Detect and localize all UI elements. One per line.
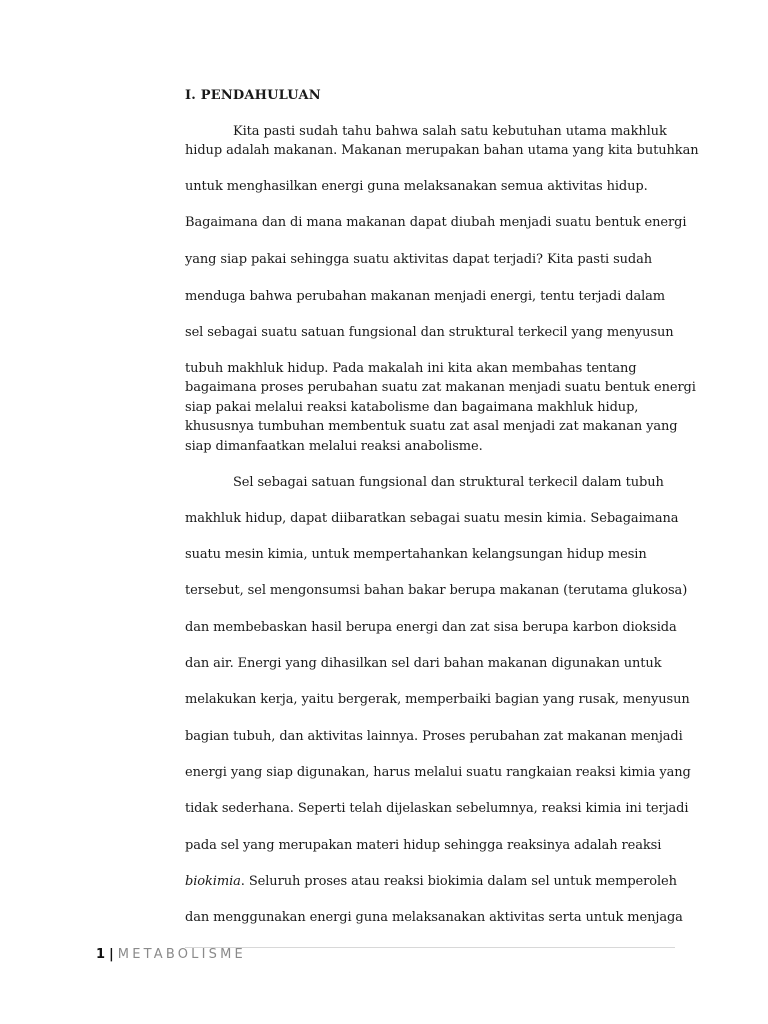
paragraph-line: yang siap pakai sehingga suatu aktivitas dapat terjadi? Kita pasti sudah	[185, 252, 653, 267]
paragraph-line: khususnya tumbuhan membentuk suatu zat asal menjadi zat makanan yang	[185, 419, 678, 434]
paragraph-line: tubuh makhluk hidup. Pada makalah ini kita akan membahas tentang	[185, 361, 637, 376]
footer-title: METABOLISME	[117, 947, 246, 962]
line-text: . Seluruh proses atau reaksi biokimia dalam sel untuk memperoleh	[240, 874, 677, 889]
paragraph-line: bagian tubuh, dan aktivitas lainnya. Proses perubahan zat makanan menjadi	[185, 729, 683, 744]
paragraph-line: tidak sederhana. Seperti telah dijelaskan sebelumnya, reaksi kimia ini terjadi	[185, 801, 689, 816]
paragraph-line: hidup adalah makanan. Makanan merupakan bahan utama yang kita butuhkan	[185, 143, 699, 158]
paragraph-line: menduga bahwa perubahan makanan menjadi energi, tentu terjadi dalam	[185, 289, 666, 304]
paragraph-line: tersebut, sel mengonsumsi bahan bakar berupa makanan (terutama glukosa)	[185, 583, 688, 598]
paragraph-line: dan menggunakan energi guna melaksanakan aktivitas serta untuk menjaga	[185, 910, 683, 925]
paragraph-line: dan membebaskan hasil berupa energi dan zat sisa berupa karbon dioksida	[185, 620, 677, 635]
page-number: 1	[96, 947, 106, 962]
paragraph-line: pada sel yang merupakan materi hidup sehingga reaksinya adalah reaksi	[185, 838, 662, 853]
paragraph-line: siap pakai melalui reaksi katabolisme dan bagaimana makhluk hidup,	[185, 400, 639, 415]
paragraph-line: siap dimanfaatkan melalui reaksi anabolisme.	[185, 439, 483, 454]
paragraph-line: Kita pasti sudah tahu bahwa salah satu kebutuhan utama makhluk	[233, 124, 667, 139]
paragraph-line: dan air. Energi yang dihasilkan sel dari bahan makanan digunakan untuk	[185, 656, 662, 671]
paragraph-line: melakukan kerja, yaitu bergerak, memperbaiki bagian yang rusak, menyusun	[185, 692, 690, 707]
paragraph-line: suatu mesin kimia, untuk mempertahankan kelangsungan hidup mesin	[185, 547, 647, 562]
section-heading: I. PENDAHULUAN	[185, 88, 321, 103]
italic-term: biokimia	[185, 874, 241, 889]
page-footer	[96, 947, 246, 962]
paragraph-line: untuk menghasilkan energi guna melaksanakan semua aktivitas hidup.	[185, 179, 648, 194]
paragraph-line: bagaimana proses perubahan suatu zat makanan menjadi suatu bentuk energi	[185, 380, 696, 395]
footer-separator: |	[109, 947, 114, 962]
paragraph-line	[185, 874, 677, 889]
paragraph-line: Sel sebagai satuan fungsional dan struktural terkecil dalam tubuh	[233, 475, 664, 490]
paragraph-line: energi yang siap digunakan, harus melalui suatu rangkaian reaksi kimia yang	[185, 765, 691, 780]
paragraph-line: sel sebagai suatu satuan fungsional dan struktural terkecil yang menyusun	[185, 325, 674, 340]
paragraph-line: makhluk hidup, dapat diibaratkan sebagai suatu mesin kimia. Sebagaimana	[185, 511, 679, 526]
footer-divider	[185, 947, 675, 948]
paragraph-line: Bagaimana dan di mana makanan dapat diubah menjadi suatu bentuk energi	[185, 215, 687, 230]
